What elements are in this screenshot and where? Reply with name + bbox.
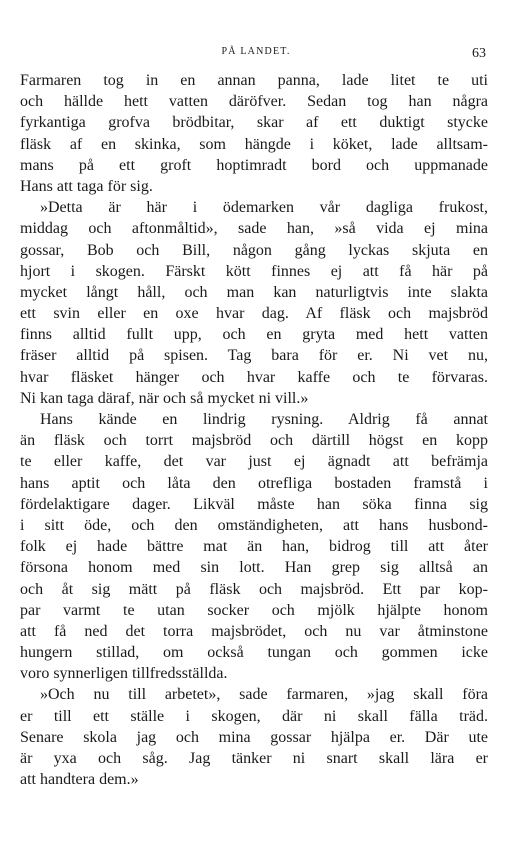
text-line: folk ej hade bättre mat än han, bidrog till att åter xyxy=(20,538,488,556)
text-line: och åt sig mätt på fläsk och majsbröd. Ett par kop- xyxy=(20,580,488,598)
paragraph xyxy=(20,684,488,790)
text-line: mycket långt håll, och man kan naturligtvis inte slakta xyxy=(20,283,488,301)
text-line: hvar fläsket hänger och hvar kaffe och te förvaras. xyxy=(20,368,488,386)
text-line: er till ett ställe i skogen, där ni skall fälla träd. xyxy=(20,707,488,725)
paragraph xyxy=(20,197,488,409)
text-line: hungern stillad, om också tungan och gommen icke xyxy=(20,644,488,662)
text-line: »Och nu till arbetet», sade farmaren, »jag skall föra xyxy=(40,686,488,704)
page-number: 63 xyxy=(472,46,486,61)
text-line: Ni kan taga däraf, när och så mycket ni vill.» xyxy=(20,389,309,407)
text-line: voro synnerligen tillfredsställda. xyxy=(20,665,228,683)
text-line: hans aptit och låta den otrefliga bostaden framstå i xyxy=(20,474,488,492)
text-line: finns alltid fullt upp, och en gryta med hett vatten xyxy=(20,326,488,344)
text-line: Farmaren tog in en annan panna, lade litet te uti xyxy=(20,72,488,89)
text-line: att få ned det torra majsbrödet, och nu var åtminstone xyxy=(20,622,488,640)
text-line: »Detta är här i ödemarken vår dagliga frukost, xyxy=(40,199,488,217)
text-line: mans på ett groft hoptimradt bord och uppmanade xyxy=(20,156,488,174)
text-line: te eller kaffe, det var just ej ägnadt att befrämja xyxy=(20,453,488,471)
text-line: fördelaktigare dager. Likväl måste han söka finna sig xyxy=(20,495,488,513)
text-line: fläsk af en skinka, som hängde i köket, lade alltsam- xyxy=(20,135,488,153)
text-line: hjort i skogen. Färskt kött finnes ej att få här på xyxy=(20,262,488,280)
text-line: gossar, Bob och Bill, någon gång lyckas skjuta en xyxy=(20,241,488,259)
text-line: att handtera dem.» xyxy=(20,771,139,789)
text-line: försona honom med sin lott. Han grep sig alltså an xyxy=(20,559,488,577)
text-line: par varmt te utan socker och mjölk hjälpte honom xyxy=(20,601,488,619)
text-line: fyrkantiga grofva brödbitar, skar af ett duktigt stycke xyxy=(20,114,488,132)
text-line: middag och aftonmåltid», sade han, »så vida ej mina xyxy=(20,220,488,238)
text-line: och hällde hett vatten däröfver. Sedan tog han några xyxy=(20,93,488,111)
text-line: Hans kände en lindrig rysning. Aldrig få annat xyxy=(40,411,488,428)
text-line: fräser alltid på spisen. Tag bara för er. Ni vet nu, xyxy=(20,347,488,365)
text-line: Hans att taga för sig. xyxy=(20,177,153,195)
paragraph xyxy=(20,70,488,197)
text-line: än fläsk och torrt majsbröd och därtill högst en kopp xyxy=(20,432,488,450)
text-line: ett svin eller en oxe hvar dag. Af fläsk och majsbröd xyxy=(20,305,488,323)
body-text xyxy=(20,70,488,790)
running-title: PÅ LANDET. xyxy=(221,46,291,57)
text-line: i sitt öde, och den omständigheten, att hans husbond- xyxy=(20,516,488,534)
running-head xyxy=(0,46,512,66)
paragraph xyxy=(20,409,488,684)
text-line: är yxa och såg. Jag tänker ni snart skall lära er xyxy=(20,750,488,767)
text-line: Senare skola jag och mina gossar hjälpa er. Där ute xyxy=(20,728,488,746)
